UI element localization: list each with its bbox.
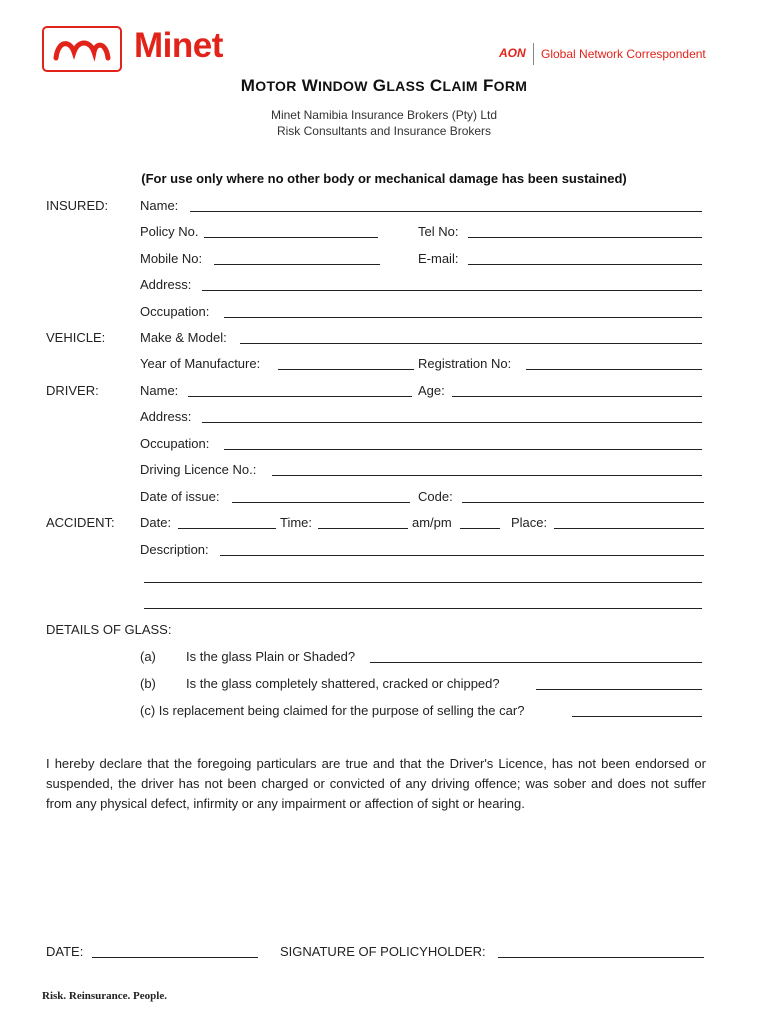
aon-logo: AON (499, 46, 526, 60)
place-field[interactable] (554, 528, 704, 529)
place-label: Place: (511, 515, 548, 530)
insured-occupation-label: Occupation: (140, 304, 210, 319)
glass-a-marker: (a) (140, 649, 156, 664)
glass-b-question: Is the glass completely shattered, cracked or chipped? (186, 676, 500, 691)
accident-date-label: Date: (140, 515, 172, 530)
driver-occupation-field[interactable] (224, 449, 702, 450)
insured-name-label: Name: (140, 198, 179, 213)
section-vehicle: VEHICLE: (46, 330, 106, 345)
insured-name-field[interactable] (190, 211, 702, 212)
accident-time-field[interactable] (318, 528, 408, 529)
registration-field[interactable] (526, 369, 702, 370)
driver-name-label: Name: (140, 383, 179, 398)
year-label: Year of Manufacture: (140, 356, 261, 371)
mobile-no-field[interactable] (214, 264, 380, 265)
signoff-date-field[interactable] (92, 957, 258, 958)
driver-address-field[interactable] (202, 422, 702, 423)
form-title-text: MOTOR WINDOW GLASS CLAIM FORM (240, 76, 528, 95)
section-accident: ACCIDENT: (46, 515, 115, 530)
mobile-no-label: Mobile No: (140, 251, 203, 266)
description-field-2[interactable] (144, 582, 702, 583)
date-issue-field[interactable] (232, 502, 410, 503)
make-model-field[interactable] (240, 343, 702, 344)
minet-logo-icon (44, 28, 120, 70)
declaration-text: I hereby declare that the foregoing particulars are true and that the Driver's Licence, has not been endorsed or suspended, the driver has not been charged or convicted of any driving offence; was sober and does not suffer from any physical defect, infirmity or any impairment or affection of sight or hearing. (46, 756, 706, 811)
driver-address-label: Address: (140, 409, 192, 424)
glass-b-marker: (b) (140, 676, 156, 691)
footer-tagline: Risk. Reinsurance. People. (42, 990, 167, 1002)
ampm-field[interactable] (460, 528, 500, 529)
ampm-label: am/pm (412, 515, 452, 530)
licence-label: Driving Licence No.: (140, 462, 257, 477)
description-field-3[interactable] (144, 608, 702, 609)
email-label: E-mail: (418, 251, 459, 266)
policy-no-field[interactable] (204, 237, 378, 238)
insured-occupation-field[interactable] (224, 317, 702, 318)
year-field[interactable] (278, 369, 414, 370)
licence-field[interactable] (272, 475, 702, 476)
accident-time-label: Time: (280, 515, 313, 530)
policy-no-label: Policy No. (140, 224, 199, 239)
insured-address-field[interactable] (202, 290, 702, 291)
description-label: Description: (140, 542, 209, 557)
section-glass: DETAILS OF GLASS: (46, 622, 172, 637)
driver-occupation-label: Occupation: (140, 436, 210, 451)
minet-logo-mark (42, 26, 122, 72)
section-driver: DRIVER: (46, 383, 99, 398)
code-label: Code: (418, 489, 453, 504)
header-divider (533, 43, 534, 65)
glass-a-field[interactable] (370, 662, 702, 663)
network-tagline: Global Network Correspondent (541, 47, 706, 61)
description-field-1[interactable] (220, 555, 704, 556)
signature-field[interactable] (498, 957, 704, 958)
age-field[interactable] (452, 396, 702, 397)
company-subtitle: Risk Consultants and Insurance Brokers (276, 124, 492, 138)
signature-label: SIGNATURE OF POLICYHOLDER: (280, 944, 486, 959)
glass-c-question: (c) Is replacement being claimed for the purpose of selling the car? (140, 703, 525, 718)
accident-date-field[interactable] (178, 528, 276, 529)
usage-note: (For use only where no other body or mechanical damage has been sustained) (141, 171, 627, 186)
code-field[interactable] (462, 502, 704, 503)
glass-a-question: Is the glass Plain or Shaded? (186, 649, 356, 664)
brand-name: Minet (134, 26, 223, 65)
tel-no-label: Tel No: (418, 224, 459, 239)
glass-c-field[interactable] (572, 716, 702, 717)
form-title (0, 76, 768, 96)
company-name: Minet Namibia Insurance Brokers (Pty) Ltd (270, 108, 498, 122)
make-model-label: Make & Model: (140, 330, 227, 345)
glass-b-field[interactable] (536, 689, 702, 690)
insured-address-label: Address: (140, 277, 192, 292)
tel-no-field[interactable] (468, 237, 702, 238)
driver-name-field[interactable] (188, 396, 412, 397)
date-issue-label: Date of issue: (140, 489, 220, 504)
email-field[interactable] (468, 264, 702, 265)
signoff-date-label: DATE: (46, 944, 84, 959)
section-insured: INSURED: (46, 198, 109, 213)
registration-label: Registration No: (418, 356, 512, 371)
age-label: Age: (418, 383, 445, 398)
